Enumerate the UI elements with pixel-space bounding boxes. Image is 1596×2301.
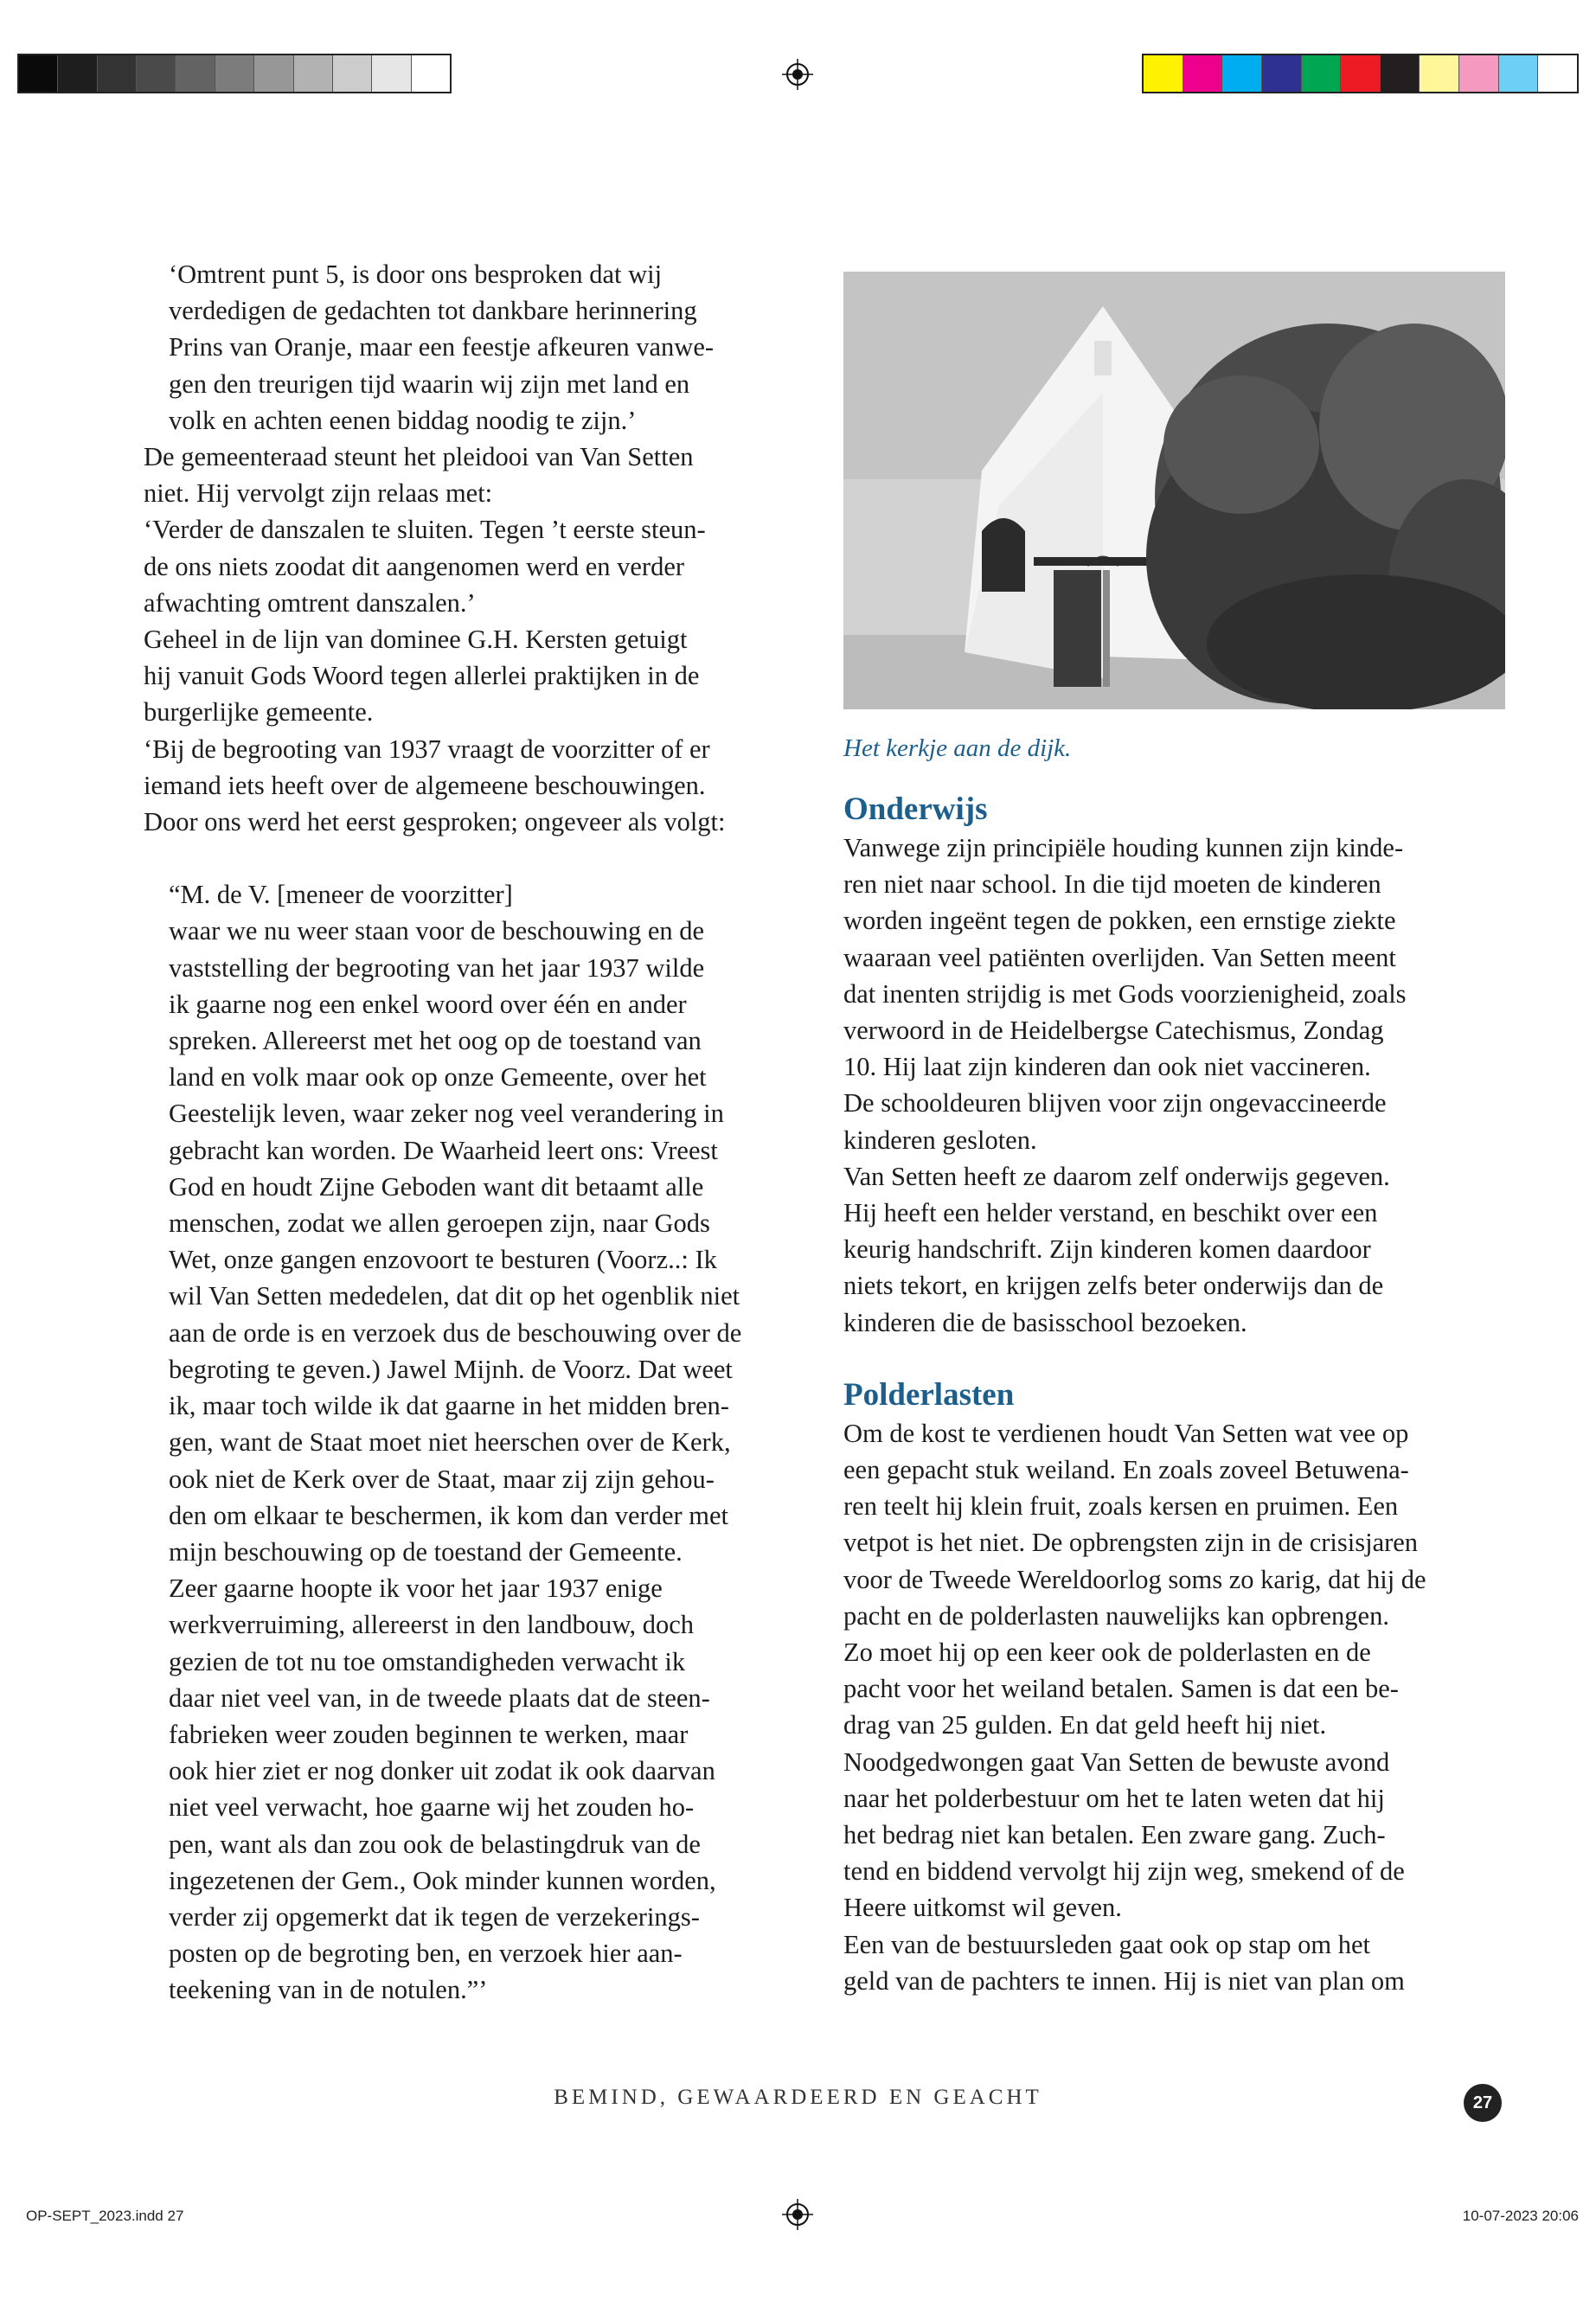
color-swatch <box>294 55 333 92</box>
registration-mark-icon <box>782 59 813 90</box>
text-line: Geestelijk leven, waar zeker nog veel verandering in <box>169 1099 724 1129</box>
text-line: de ons niets zoodat dit aangenomen werd en verder <box>144 551 685 581</box>
print-slug-date: 10-07-2023 20:06 <box>1462 2208 1579 2224</box>
text-line: tend en biddend vervolgt hij zijn weg, smekend of de <box>843 1856 1405 1887</box>
text-line: waaraan veel patiënten overlijden. Van Setten meent <box>843 942 1396 972</box>
text-line: kinderen die de basisschool bezoeken. <box>843 1307 1247 1337</box>
text-line: niets tekort, en krijgen zelfs beter onderwijs dan de <box>843 1271 1384 1301</box>
running-footer-title: BEMIND, GEWAARDEERD EN GEACHT <box>554 2086 1042 2109</box>
text-line: gen, want de Staat moet niet heerschen over de Kerk, <box>169 1427 731 1458</box>
color-swatch <box>1302 55 1342 92</box>
text-line: ren teelt hij klein fruit, zoals kersen en pruimen. Een <box>843 1491 1399 1522</box>
text-line: Vanwege zijn principiële houding kunnen zijn kinde- <box>843 833 1404 862</box>
text-line: De gemeenteraad steunt het pleidooi van Van Setten <box>144 442 694 472</box>
text-line: ingezetenen der Gem., Ook minder kunnen worden, <box>169 1865 716 1895</box>
text-line: hij vanuit Gods Woord tegen allerlei praktijken in de <box>144 661 700 691</box>
text-line: gebracht kan worden. De Waarheid leert ons: Vreest <box>169 1135 718 1165</box>
color-swatch <box>137 55 176 92</box>
text-line: pen, want als dan zou ook de belastingdruk van de <box>169 1829 701 1859</box>
text-line: aan de orde is en verzoek dus de beschouwing over de <box>169 1317 742 1348</box>
text-line: verwoord in de Heidelbergse Catechismus, Zondag <box>843 1016 1384 1046</box>
print-slug-file: OP-SEPT_2023.indd 27 <box>26 2208 184 2224</box>
color-swatch <box>412 55 450 92</box>
text-line: een gepacht stuk weiland. En zoals zoveel Betuwena- <box>843 1455 1409 1485</box>
text-line: Om de kost te verdienen houdt Van Setten wat vee op <box>843 1418 1409 1448</box>
registration-mark-icon <box>782 2199 813 2230</box>
color-swatch <box>215 55 254 92</box>
color-swatch <box>1459 55 1499 92</box>
color-swatch <box>1381 55 1420 92</box>
color-swatch <box>1341 55 1381 92</box>
color-swatch <box>1262 55 1302 92</box>
color-swatch <box>1420 55 1459 92</box>
section-heading-onderwijs: Onderwijs <box>843 792 988 827</box>
text-line: Zeer gaarne hoopte ik voor het jaar 1937 enige <box>169 1574 663 1604</box>
text-line: ren niet naar school. In die tijd moeten de kinderen <box>843 869 1381 900</box>
text-line: ook niet de Kerk over de Staat, maar zij zijn gehou- <box>169 1464 715 1494</box>
text-line: gen den treurigen tijd waarin wij zijn met land en <box>169 369 690 399</box>
text-line: Wet, onze gangen enzovoort te besturen (Voorz..: Ik <box>169 1245 717 1275</box>
text-line: werkverruiming, allereerst in den landbouw, doch <box>169 1610 694 1640</box>
text-line: het bedrag niet kan betalen. Een zware gang. Zuch- <box>843 1820 1386 1850</box>
text-line: “M. de V. [meneer de voorzitter] <box>169 880 513 910</box>
color-swatch <box>333 55 372 92</box>
text-line: niet veel verwacht, hoe gaarne wij het zouden ho- <box>169 1792 695 1823</box>
text-line: menschen, zodat we allen geroepen zijn, naar Gods <box>169 1208 710 1239</box>
text-line: begroting te geven.) Jawel Mijnh. de Voorz. Dat weet <box>169 1354 733 1384</box>
text-line: land en volk maar ook op onze Gemeente, over het <box>169 1062 707 1093</box>
color-swatch <box>254 55 293 92</box>
text-line: spreken. Allereerst met het oog op de toestand van <box>169 1026 702 1056</box>
color-swatch <box>1222 55 1262 92</box>
intro-quote <box>144 256 810 439</box>
text-line: ‘Verder de danszalen te sluiten. Tegen ’t eerste steun- <box>144 515 706 545</box>
text-line: keurig handschrift. Zijn kinderen komen daardoor <box>843 1234 1371 1265</box>
section-text-polderlasten <box>843 1415 1505 1999</box>
text-line: volk en achten eenen biddag noodig te zijn.’ <box>169 405 637 435</box>
text-line: den om elkaar te beschermen, ik kom dan verder met <box>169 1500 729 1530</box>
text-line: dat inenten strijdig is met Gods voorzienigheid, zoals <box>843 978 1407 1009</box>
speech-quote <box>144 876 810 2008</box>
grayscale-bar <box>17 54 452 93</box>
text-line: drag van 25 gulden. En dat geld heeft hij niet. <box>843 1710 1327 1740</box>
text-line: Heere uitkomst wil geven. <box>843 1893 1122 1923</box>
text-line: pacht en de polderlasten nauwelijks kan opbrengen. <box>843 1600 1389 1631</box>
right-column <box>843 272 1505 1999</box>
text-line: gezien de tot nu toe omstandigheden verwacht ik <box>169 1646 686 1676</box>
color-swatch <box>19 55 58 92</box>
section-heading-polderlasten: Polderlasten <box>843 1376 1015 1413</box>
text-line: posten op de begroting ben, en verzoek hier aan- <box>169 1939 683 1969</box>
text-line: Door ons werd het eerst gesproken; ongeveer als volgt: <box>144 807 726 837</box>
color-swatch <box>1538 55 1577 92</box>
text-line: 10. Hij laat zijn kinderen dan ook niet vaccineren. <box>843 1052 1371 1082</box>
color-swatch <box>98 55 137 92</box>
color-swatch <box>58 55 97 92</box>
text-line: vaststelling der begrooting van het jaar 1937 wilde <box>169 952 705 983</box>
page-number: 27 <box>1464 2084 1502 2122</box>
color-swatch <box>1144 55 1183 92</box>
text-line: verder zij opgemerkt dat ik tegen de verzekerings- <box>169 1901 700 1932</box>
text-line: naar het polderbestuur om het te laten weten dat hij <box>843 1783 1385 1813</box>
text-line: Zo moet hij op een keer ook de polderlasten en de <box>843 1638 1371 1668</box>
text-line: kinderen gesloten. <box>843 1125 1037 1155</box>
text-line: God en houdt Zijne Geboden want dit betaamt alle <box>169 1171 704 1202</box>
text-line: ‘Omtrent punt 5, is door ons besproken dat wij <box>169 260 663 289</box>
photo-caption: Het kerkje aan de dijk. <box>843 734 1072 762</box>
text-line: afwachting omtrent danszalen.’ <box>144 587 476 618</box>
text-line: verdedigen de gedachten tot dankbare herinnering <box>169 296 697 326</box>
text-line: iemand iets heeft over de algemeene beschouwingen. <box>144 770 706 800</box>
text-line: daar niet veel van, in de tweede plaats dat de steen- <box>169 1682 710 1713</box>
text-line: pacht voor het weiland betalen. Samen is dat een be- <box>843 1674 1399 1704</box>
text-line: mijn beschouwing op de toestand der Gemeente. <box>169 1536 683 1567</box>
text-line: waar we nu weer staan voor de beschouwing en de <box>169 916 705 946</box>
text-line: niet. Hij vervolgt zijn relaas met: <box>144 478 493 509</box>
body-text <box>144 439 810 840</box>
color-swatch <box>372 55 411 92</box>
color-bar <box>1142 54 1579 93</box>
text-line: ‘Bij de begrooting van 1937 vraagt de voorzitter of er <box>144 734 710 764</box>
text-line: fabrieken weer zouden beginnen te werken, maar <box>169 1719 689 1749</box>
text-line: geld van de pachters te innen. Hij is niet van plan om <box>843 1965 1405 1996</box>
text-line: voor de Tweede Wereldoorlog soms zo karig, dat hij de <box>843 1564 1426 1594</box>
text-line: Prins van Oranje, maar een feestje afkeuren vanwe- <box>169 332 715 362</box>
text-line: ik gaarne nog een enkel woord over één en ander <box>169 989 687 1019</box>
text-line: burgerlijke gemeente. <box>144 697 374 727</box>
text-line: worden ingeënt tegen de pokken, een ernstige ziekte <box>843 906 1396 936</box>
text-line: vetpot is het niet. De opbrengsten zijn in de crisisjaren <box>843 1528 1419 1558</box>
text-line: teekening van in de notulen.”’ <box>169 1975 488 2005</box>
church-photo <box>843 272 1505 709</box>
section-text-onderwijs <box>843 830 1505 1341</box>
text-line: Hij heeft een helder verstand, en beschikt over een <box>843 1198 1378 1228</box>
text-line: Een van de bestuursleden gaat ook op stap om het <box>843 1929 1370 1959</box>
text-line: Geheel in de lijn van dominee G.H. Kersten getuigt <box>144 625 688 655</box>
text-line: De schooldeuren blijven voor zijn ongevaccineerde <box>843 1088 1387 1118</box>
text-line: Van Setten heeft ze daarom zelf onderwijs gegeven. <box>843 1161 1390 1191</box>
color-swatch <box>1183 55 1223 92</box>
color-swatch <box>176 55 215 92</box>
text-line: Noodgedwongen gaat Van Setten de bewuste avond <box>843 1747 1390 1777</box>
text-line: wil Van Setten mededelen, dat dit op het ogenblik niet <box>169 1281 740 1311</box>
text-line: ook hier ziet er nog donker uit zodat ik ook daarvan <box>169 1756 715 1786</box>
left-column <box>144 256 810 2009</box>
text-line: ik, maar toch wilde ik dat gaarne in het midden bren- <box>169 1391 729 1421</box>
color-swatch <box>1499 55 1539 92</box>
